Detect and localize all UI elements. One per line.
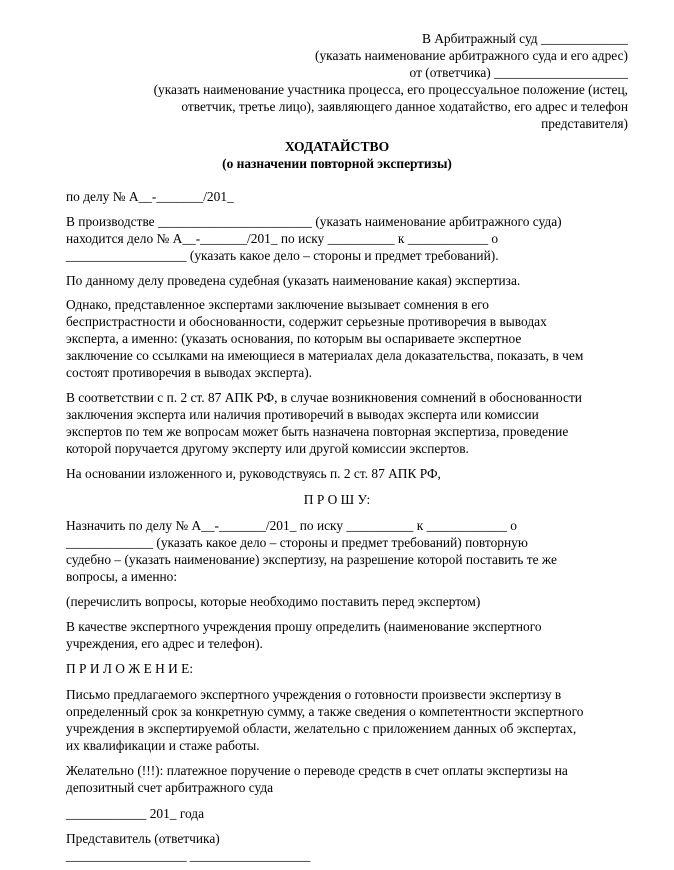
paragraph-appendix-letter	[66, 686, 626, 754]
text-line: заключения эксперта или наличия противоречий в выводах эксперта или комиссии	[66, 407, 539, 422]
paragraph-doubts	[66, 296, 626, 381]
text-line: которой поручается другому эксперту или другой комиссии экспертов.	[66, 441, 469, 456]
text-line: заключение со ссылками на имеющиеся в материалах дела доказательства, показать, в чем	[66, 348, 584, 363]
title-main: ХОДАТАЙСТВО	[284, 139, 390, 154]
text-line: судебно – (указать наименование) экспертизу, на разрешение которой поставить те же	[66, 552, 557, 567]
date-line: ____________ 201_ года	[66, 806, 205, 821]
request-heading: П Р О Ш У:	[303, 492, 371, 507]
from-hint-2: ответчик, третье лицо), заявляющего данное ходатайство, его адрес и телефон	[181, 99, 628, 114]
text-line: экспертов по тем же вопросам может быть назначена повторная экспертиза, проведение	[66, 424, 569, 439]
paragraph-proceedings	[66, 213, 626, 264]
document-title	[0, 138, 674, 172]
paragraph-legal-basis	[66, 389, 626, 457]
text-line: Назначить по делу № А__-_______/201_ по иску __________ к ____________ о	[66, 518, 517, 533]
text-line: В производстве _______________________ (указать наименование арбитражного суда)	[66, 214, 562, 229]
paragraph-payment	[66, 762, 626, 796]
from-hint-3: представителя)	[541, 116, 628, 131]
text-line: В соответствии с п. 2 ст. 87 АПК РФ, в случае возникновения сомнений в обоснованности	[66, 390, 582, 405]
text-line: определенный срок за конкретную сумму, а также сведения о компетентности экспертного	[66, 704, 584, 719]
appendix-heading: П Р И Л О Ж Е Н И Е:	[66, 661, 194, 676]
text-line: беспристрастности и обоснованности, содержит серьезные противоречия в выводах	[66, 314, 547, 329]
text-line: (перечислить вопросы, которые необходимо поставить перед экспертом)	[66, 594, 481, 609]
paragraph-request	[66, 517, 626, 585]
paragraph-institution	[66, 618, 626, 652]
text-line: их квалификации и стаже работы.	[66, 738, 260, 753]
addressee-block	[68, 30, 628, 132]
text-line: вопросы, а именно:	[66, 569, 178, 584]
text-line: Однако, представленное экспертами заключение вызывает сомнения в его	[66, 297, 489, 312]
text-line: Желательно (!!!): платежное поручение о переводе средств в счет оплаты экспертизы на	[66, 763, 568, 778]
signature-line: __________________ __________________	[66, 848, 311, 863]
court-line: В Арбитражный суд _____________	[421, 31, 628, 46]
from-hint-1: (указать наименование участника процесса, его процессуальное положение (истец,	[153, 82, 628, 97]
paragraph-questions	[66, 593, 626, 610]
text-line: эксперта, а именно: (указать основания, по которым вы оспариваете экспертное	[66, 331, 522, 346]
text-line: депозитный счет арбитражного суда	[66, 780, 274, 795]
text-line: На основании изложенного и, руководствуясь п. 2 ст. 87 АПК РФ,	[66, 466, 441, 481]
text-line: _____________ (указать какое дело – стороны и предмет требований) повторную	[66, 535, 528, 550]
paragraph-grounds	[66, 465, 626, 482]
text-line: В качестве экспертного учреждения прошу определить (наименование экспертного	[66, 619, 542, 634]
text-line: учреждения в экспертируемой области, желательно с приложением данных об экспертах,	[66, 721, 577, 736]
signature-label: Представитель (ответчика)	[66, 831, 220, 846]
paragraph-expertise-done	[66, 272, 626, 289]
text-line: Письмо предлагаемого экспертного учреждения о готовности произвести экспертизу в	[66, 687, 562, 702]
court-hint: (указать наименование арбитражного суда и его адрес)	[315, 48, 628, 63]
text-line: состоят противоречия в выводах эксперта).	[66, 365, 313, 380]
from-line: от (ответчика) ____________________	[409, 65, 628, 80]
text-line: __________________ (указать какое дело – стороны и предмет требований).	[66, 248, 499, 263]
text-line: учреждения, его адрес и телефон).	[66, 636, 263, 651]
title-sub: (о назначении повторной экспертизы)	[222, 156, 452, 171]
text-line: По данному делу проведена судебная (указать наименование какая) экспертиза.	[66, 273, 521, 288]
text-line: находится дело № А__-_______/201_ по иску __________ к ____________ о	[66, 231, 499, 246]
case-number-line: по делу № А__-_______/201_	[66, 189, 234, 204]
